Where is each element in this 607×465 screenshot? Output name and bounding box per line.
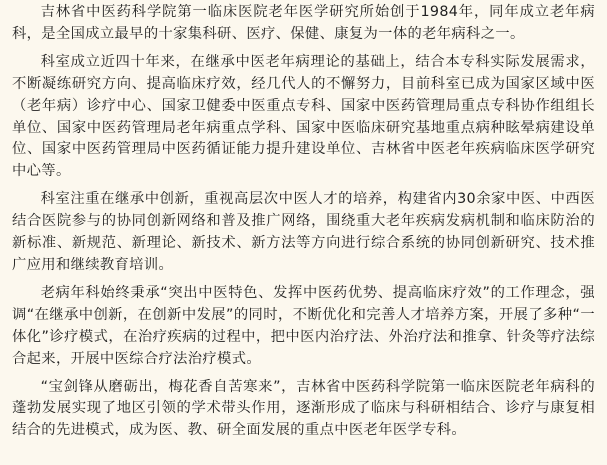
paragraph-philosophy: 老病年科始终秉承“突出中医特色、发挥中医药优势、提高临床疗效”的工作理念，强调“在继承中创新，在创新中发展”的同时，不断优化和完善人才培养方案，开展了多种“一体化”诊疗模式，在治疗疾病的过程中，把中医内治疗法、外治疗法和推拿、针灸等疗法综合起来，开展中医综合疗法治疗模式。 <box>12 284 595 367</box>
paragraph-innovation: 科室注重在继承中创新，重视高层次中医人才的培养，构建省内30余家中医、中西医结合医院参与的协同创新网络和普及推广网络，围绕重大老年疾病发病机制和临床防治的新标准、新规范、新理论、新技术、新方法等方向进行综合系统的协同创新研究、技术推广应用和继续教育培训。 <box>12 191 595 273</box>
paragraph-summary: “宝剑锋从磨砺出，梅花香自苦寒来”，吉林省中医药科学院第一临床医院老年病科的蓬勃发展实现了地区引领的学术带头作用，逐渐形成了临床与科研相结合、诊疗与康复相结合的先进模式，成为医、教、研全面发展的重点中医老年医学专科。 <box>12 378 595 439</box>
paragraph-history: 吉林省中医药科学院第一临床医院老年医学研究所始创于1984年，同年成立老年病科，是全国成立最早的十家集科研、医疗、保健、康复为一体的老年病科之一。 <box>12 4 595 42</box>
paragraph-achievements: 科室成立近四十年来，在继承中医老年病理论的基础上，结合本专科实际发展需求，不断凝练研究方向、提高临床疗效，经几代人的不懈努力，目前科室已成为国家区域中医（老年病）诊疗中心、国家卫健委中医重点专科、国家中医药管理局重点专科协作组组长单位、国家中医药管理局老年病重点学科、国家中医临床研究基地重点病种眩晕病建设单位、国家中医药管理局中医药循证能力提升建设单位、吉林省中医老年疾病临床医学研究中心等。 <box>12 53 595 180</box>
